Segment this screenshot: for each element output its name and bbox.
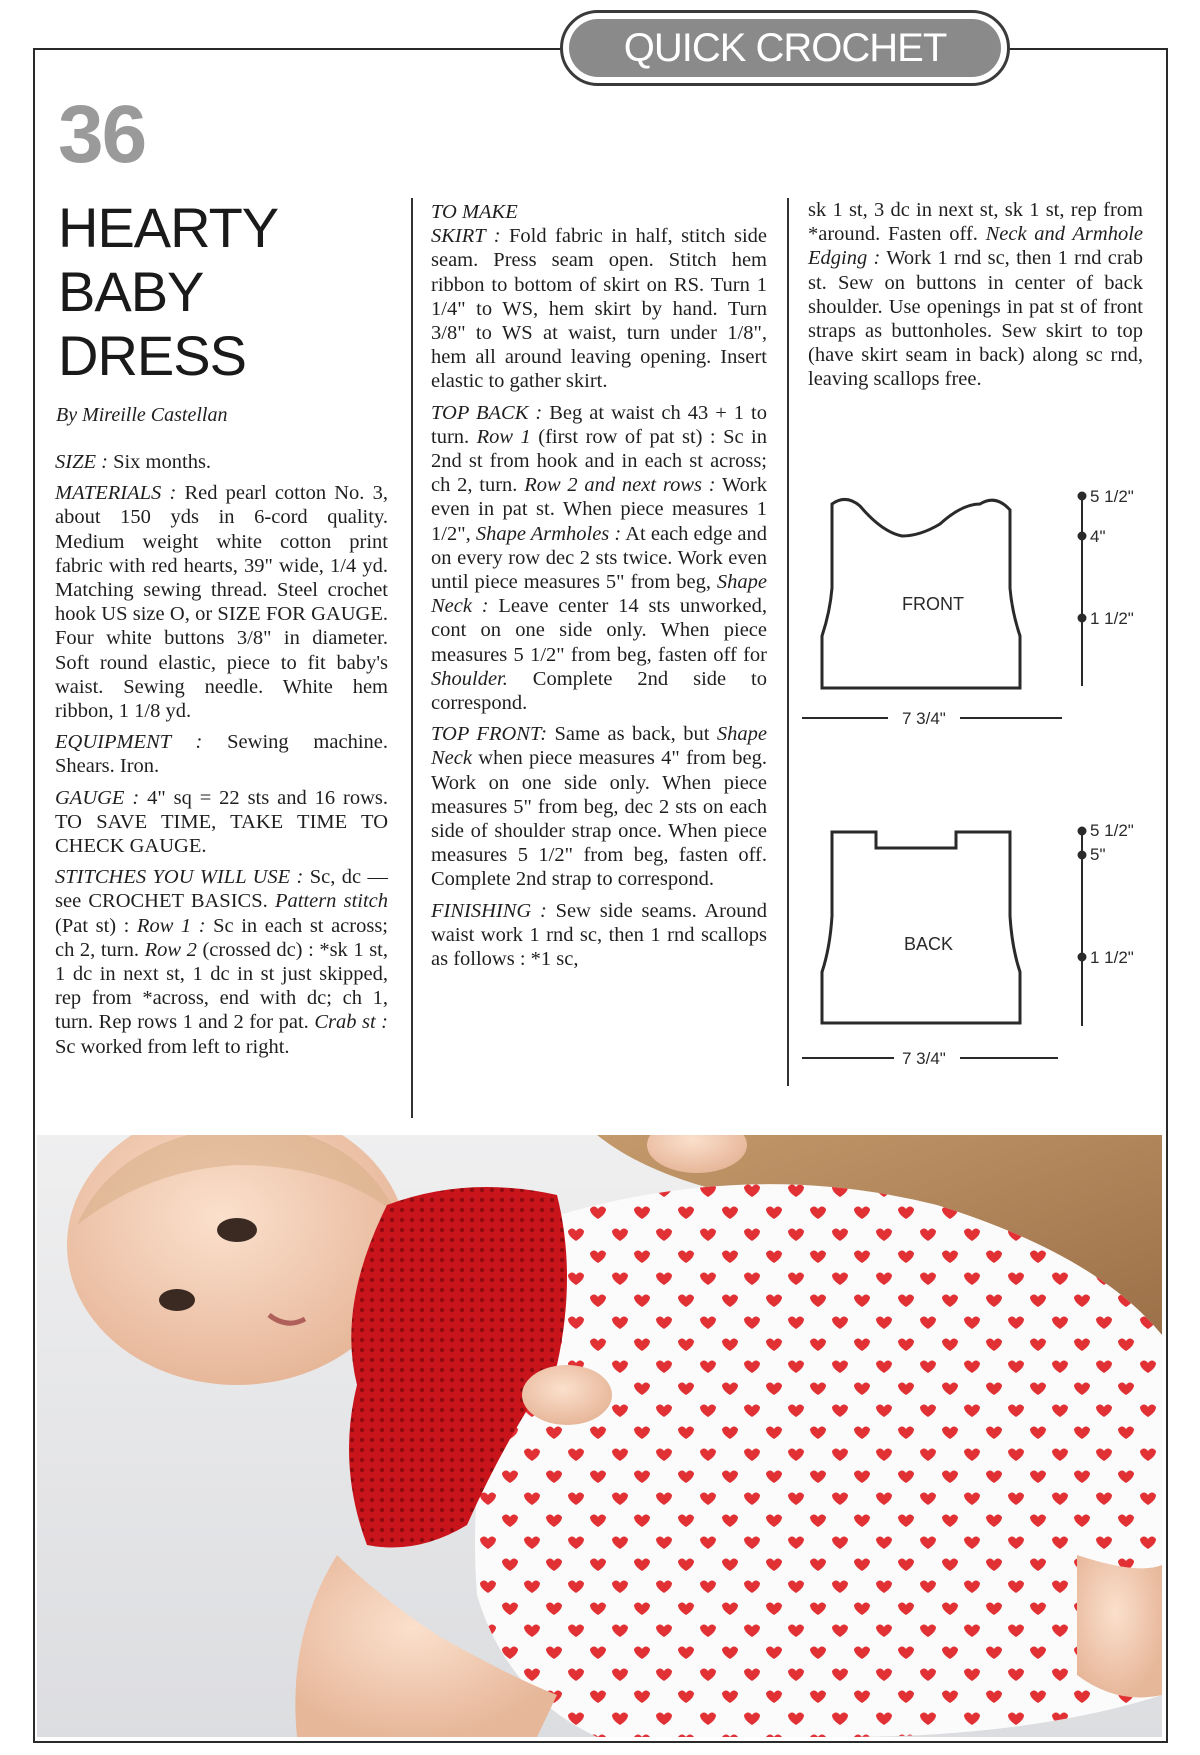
section-badge <box>560 10 1010 86</box>
finishing-continued: sk 1 st, 3 dc in next st, sk 1 st, rep from *around. Fasten off. Neck and Armhole Edging : Work 1 rnd sc, then 1 rnd crab st. Sew on buttons in center of back shoulder. Use openings in pat st of front straps as buttonholes. Sew skirt to top (have skirt seam in back) along sc rnd, leaving scallops free. <box>808 199 1143 391</box>
pattern-number: 36 <box>58 89 146 180</box>
column-3 <box>808 198 1143 399</box>
column-2 <box>431 200 767 978</box>
schematic-diagram <box>790 476 1168 1066</box>
front-neck-height: 4" <box>1090 527 1106 546</box>
front-armhole-height: 1 1/2" <box>1090 609 1134 628</box>
back-total-height: 5 1/2" <box>1090 821 1134 840</box>
baby-hand <box>522 1365 612 1425</box>
badge-text: QUICK CROCHET <box>623 25 947 70</box>
skirt-hearts <box>475 1184 1162 1737</box>
equipment-paragraph: EQUIPMENT : Sewing machine. Shears. Iron. <box>55 731 388 778</box>
gauge-paragraph: GAUGE : 4" sq = 22 sts and 16 rows. TO SAVE TIME, TAKE TIME TO CHECK GAUGE. <box>55 786 388 858</box>
title-line: HEARTY <box>58 196 279 259</box>
title-line: DRESS <box>58 324 246 387</box>
baby-eye <box>159 1289 195 1311</box>
pattern-title <box>58 196 278 388</box>
finishing-paragraph: FINISHING : Sew side seams. Around waist work 1 rnd sc, then 1 rnd scallops as follows : *1 sc, <box>431 899 767 971</box>
back-outline <box>822 832 1020 1023</box>
column-divider <box>411 198 413 1118</box>
back-label: BACK <box>904 934 954 954</box>
to-make-heading: TO MAKE <box>431 201 518 223</box>
front-total-height: 5 1/2" <box>1090 487 1134 506</box>
byline: By Mireille Castellan <box>56 404 228 426</box>
skirt-paragraph: SKIRT : Fold fabric in half, stitch side seam. Press seam open. Stitch hem ribbon to bottom of skirt on RS. Turn 1 1/4" to WS, hem skirt by hand. Turn 3/8" to WS at waist, turn under 1/8", hem all around leaving opening. Insert elastic to gather skirt. <box>431 225 767 393</box>
dimension-lines <box>802 493 1086 1059</box>
baby-photo <box>37 1135 1162 1737</box>
front-label: FRONT <box>902 594 964 614</box>
stitches-paragraph: STITCHES YOU WILL USE : Sc, dc — see CROCHET BASICS. Pattern stitch (Pat st) : Row 1 : Sc in each st across; ch 2, turn. Row 2 (crossed dc) : *sk 1 st, 1 dc in next st, 1 dc in st just skipped, rep from *across, end with dc; ch 1, turn. Rep rows 1 and 2 for pat. Crab st : Sc worked from left to right. <box>55 866 389 1058</box>
title-line: BABY <box>58 260 204 323</box>
column-divider <box>787 198 789 1086</box>
size-paragraph: SIZE : Six months. <box>55 451 212 473</box>
baby-eye <box>217 1218 257 1242</box>
back-width: 7 3/4" <box>902 1049 946 1066</box>
back-neck-height: 5" <box>1090 845 1106 864</box>
top-front-paragraph: TOP FRONT: Same as back, but Shape Neck when piece measures 4" from beg. Work on one side only. When piece measures 5" from beg, dec 2 sts on each side of shoulder strap once. When piece measures 5 1/2" from beg, fasten off. Complete 2nd strap to correspond. <box>431 723 767 891</box>
top-back-paragraph: TOP BACK : Beg at waist ch 43 + 1 to turn. Row 1 (first row of pat st) : Sc in 2nd st from hook and in each st across; ch 2, turn. Row 2 and next rows : Work even in pat st. When piece measures 1 1/2", Shape Armholes : At each edge and on every row dec 2 sts twice. Work even until piece measures 5" from beg, Shape Neck : Leave center 14 sts unworked, cont on one side only. When piece measures 5 1/2" from beg, fasten off for Shoulder. Complete 2nd side to correspond. <box>431 401 768 715</box>
materials-paragraph: MATERIALS : Red pearl cotton No. 3, about 150 yds in 6-cord quality. Medium weight white cotton print fabric with red hearts, 39" wide, 1/4 yd. Matching sewing thread. Steel crochet hook US size O, or SIZE FOR GAUGE. Four white buttons 3/8" in diameter. Soft round elastic, piece to fit baby's waist. Sewing needle. White hem ribbon, 1 1/8 yd. <box>55 482 388 723</box>
column-1 <box>55 450 388 1066</box>
front-width: 7 3/4" <box>902 709 946 728</box>
back-armhole-height: 1 1/2" <box>1090 948 1134 967</box>
baby-leg <box>1077 1555 1162 1698</box>
